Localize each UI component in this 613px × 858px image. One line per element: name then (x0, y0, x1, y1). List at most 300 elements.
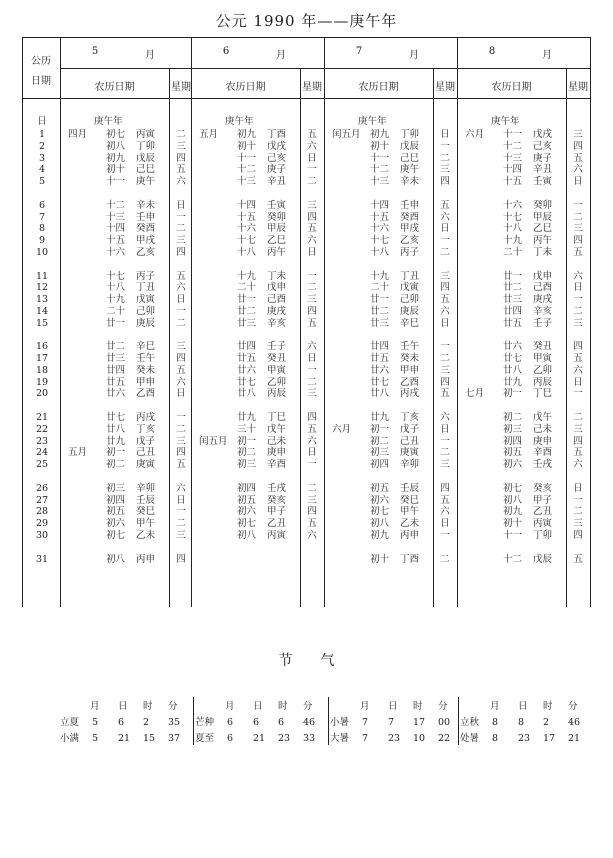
ganzhi: 戊午 (533, 412, 553, 423)
ganzhi: 辛酉 (267, 459, 287, 470)
weekday: 一 (176, 506, 186, 518)
weekday: 二 (307, 176, 317, 187)
weekday: 三 (307, 294, 317, 305)
lunar-day: 十六 (370, 223, 390, 235)
ganzhi: 戊午 (267, 423, 287, 435)
lunar-day: 十七 (237, 235, 257, 246)
lunar-day: 廿六 (106, 388, 126, 400)
header-xingqi: 星期 (435, 82, 455, 93)
ganzhi: 戊子 (400, 423, 420, 435)
weekday: 日 (176, 494, 186, 506)
ganzhi: 庚午 (400, 164, 420, 176)
ganzhi: 戊申 (533, 270, 553, 282)
jieqi-day: 23 (518, 733, 531, 744)
ganzhi: 戊辰 (400, 140, 420, 152)
weekday: 五 (176, 270, 186, 282)
weekday: 一 (307, 164, 317, 176)
table-col-rule (191, 37, 192, 607)
header-xingqi: 星期 (171, 82, 191, 93)
lunar-day: 廿四 (370, 341, 390, 353)
weekday: 四 (307, 211, 317, 223)
jieqi-day: 6 (253, 717, 260, 728)
weekday: 二 (176, 129, 186, 140)
weekday: 二 (573, 305, 583, 317)
lunar-month-label: 闰五月 (332, 129, 361, 140)
jieqi-name: 大暑 (330, 733, 350, 744)
ganzhi: 乙未 (400, 518, 420, 529)
ganzhi: 庚午 (136, 176, 156, 187)
weekday: 三 (440, 459, 450, 470)
lunar-day: 初三 (370, 447, 390, 459)
weekday: 日 (573, 282, 583, 294)
ganzhi: 己未 (533, 423, 553, 435)
jieqi-header: 分 (568, 701, 578, 712)
weekday: 三 (440, 164, 450, 176)
day-number: 13 (35, 294, 49, 305)
weekday: 三 (176, 435, 186, 447)
day-number: 22 (35, 423, 49, 435)
lunar-day: 廿六 (503, 341, 523, 353)
weekday: 五 (440, 494, 450, 506)
ganzhi: 甲申 (136, 376, 156, 388)
weekday: 二 (573, 211, 583, 223)
lunar-day: 廿三 (370, 317, 390, 329)
lunar-day: 十一 (370, 152, 390, 164)
ganzhi: 丙申 (400, 529, 420, 541)
jieqi-title: 节气 (278, 653, 363, 669)
lunar-day: 十五 (503, 176, 523, 187)
jieqi-minute: 46 (568, 717, 581, 728)
lunar-month-label: 五月 (199, 129, 219, 140)
jieqi-month: 7 (362, 717, 369, 728)
ganzhi: 戊申 (267, 282, 287, 294)
weekday: 五 (307, 223, 317, 235)
day-number: 21 (35, 412, 49, 423)
ganzhi: 甲辰 (267, 223, 287, 235)
table-header-rule (22, 98, 590, 99)
lunar-month-label: 七月 (465, 388, 485, 400)
weekday: 六 (176, 482, 186, 494)
jieqi-hour: 23 (278, 733, 291, 744)
lunar-day: 十二 (503, 140, 523, 152)
weekday: 五 (573, 353, 583, 364)
lunar-day: 初二 (106, 459, 126, 470)
weekday: 四 (573, 341, 583, 353)
lunar-day: 初三 (237, 459, 257, 470)
jieqi-header: 分 (168, 701, 178, 712)
lunar-day: 十八 (503, 223, 523, 235)
ganzhi: 己巳 (400, 152, 420, 164)
ganzhi: 庚寅 (136, 459, 156, 470)
jieqi-header: 月 (90, 701, 100, 712)
lunar-day: 廿一 (370, 294, 390, 305)
weekday: 四 (307, 412, 317, 423)
lunar-day: 三十 (237, 423, 257, 435)
page-title: 公元 1990 年——庚午年 (215, 12, 398, 30)
ganzhi: 丁未 (533, 246, 553, 258)
weekday: 四 (440, 176, 450, 187)
lunar-day: 初九 (106, 152, 126, 164)
weekday: 日 (440, 423, 450, 435)
ganzhi: 辛卯 (136, 482, 156, 494)
jieqi-hour: 2 (143, 717, 150, 728)
lunar-day: 初七 (370, 506, 390, 518)
lunar-day: 十六 (503, 199, 523, 211)
day-number: 26 (35, 482, 49, 494)
header-riqi: 日期 (31, 76, 51, 87)
jieqi-header: 时 (278, 701, 288, 712)
ganzhi: 丙寅 (267, 529, 287, 541)
weekday: 二 (307, 482, 317, 494)
ganzhi: 壬申 (136, 211, 156, 223)
lunar-day: 十三 (237, 176, 257, 187)
weekday: 五 (573, 246, 583, 258)
ganzhi: 丁巳 (267, 412, 287, 423)
ganzhi: 丙午 (533, 235, 553, 246)
lunar-day: 十七 (370, 235, 390, 246)
year-label: 庚午年 (491, 116, 520, 127)
lunar-month-label: 六月 (465, 129, 485, 140)
ganzhi: 丙午 (267, 246, 287, 258)
weekday: 三 (307, 494, 317, 506)
weekday: 四 (176, 152, 186, 164)
ganzhi: 戊辰 (533, 553, 553, 565)
month-number: 8 (488, 46, 496, 57)
lunar-day: 十六 (106, 246, 126, 258)
ganzhi: 丙子 (136, 270, 156, 282)
day-number: 8 (38, 223, 46, 235)
ganzhi: 癸巳 (136, 506, 156, 518)
day-number: 25 (35, 459, 49, 470)
lunar-day: 廿三 (237, 317, 257, 329)
jieqi-header: 分 (303, 701, 313, 712)
lunar-day: 十二 (503, 553, 523, 565)
weekday: 一 (440, 235, 450, 246)
jieqi-hour: 6 (278, 717, 285, 728)
weekday: 一 (440, 140, 450, 152)
weekday: 三 (573, 129, 583, 140)
ganzhi: 丁丑 (400, 270, 420, 282)
lunar-day: 初一 (106, 447, 126, 459)
ganzhi: 丁卯 (136, 140, 156, 152)
lunar-day: 廿五 (106, 376, 126, 388)
ganzhi: 癸酉 (400, 211, 420, 223)
lunar-day: 廿七 (503, 353, 523, 364)
jieqi-header: 月 (490, 701, 500, 712)
lunar-day: 二十 (370, 282, 390, 294)
jieqi-hour: 2 (543, 717, 550, 728)
weekday: 一 (573, 294, 583, 305)
day-number: 31 (35, 553, 49, 565)
jieqi-minute: 46 (303, 717, 316, 728)
lunar-day: 十五 (237, 211, 257, 223)
ganzhi: 癸未 (400, 353, 420, 364)
jieqi-name: 芒种 (195, 717, 215, 728)
weekday: 五 (440, 294, 450, 305)
header-xingqi: 星期 (302, 82, 322, 93)
ganzhi: 丙辰 (533, 376, 553, 388)
jieqi-month: 6 (227, 717, 234, 728)
ganzhi: 戊寅 (400, 282, 420, 294)
lunar-day: 初六 (503, 459, 523, 470)
month-label: 月 (145, 50, 155, 61)
year-label: 庚午年 (225, 116, 254, 127)
weekday: 三 (440, 364, 450, 376)
lunar-day: 廿五 (370, 353, 390, 364)
month-header-rule (191, 68, 324, 69)
jieqi-header: 日 (118, 701, 128, 712)
ganzhi: 癸卯 (533, 199, 553, 211)
lunar-day: 廿三 (106, 353, 126, 364)
ganzhi: 乙丑 (267, 518, 287, 529)
jieqi-minute: 35 (168, 717, 181, 728)
month-label: 月 (276, 50, 286, 61)
table-col-rule (590, 37, 591, 607)
weekday: 五 (573, 553, 583, 565)
jieqi-minute: 22 (438, 733, 451, 744)
jieqi-header: 日 (518, 701, 528, 712)
lunar-day: 初九 (503, 506, 523, 518)
lunar-day: 初四 (503, 435, 523, 447)
ganzhi: 壬申 (400, 199, 420, 211)
lunar-day: 廿九 (370, 412, 390, 423)
lunar-day: 初六 (106, 518, 126, 529)
day-number: 30 (35, 529, 49, 541)
ganzhi: 庚戌 (267, 305, 287, 317)
lunar-day: 初五 (106, 506, 126, 518)
weekday: 日 (176, 294, 186, 305)
lunar-day: 十三 (370, 176, 390, 187)
lunar-day: 廿七 (237, 376, 257, 388)
weekday: 六 (573, 459, 583, 470)
ganzhi: 辛亥 (267, 317, 287, 329)
ganzhi: 癸亥 (533, 482, 553, 494)
weekday: 二 (176, 423, 186, 435)
lunar-day: 廿四 (106, 364, 126, 376)
weekday: 二 (176, 317, 186, 329)
day-number: 20 (35, 388, 49, 400)
ganzhi: 己丑 (400, 435, 420, 447)
weekday: 五 (307, 518, 317, 529)
ganzhi: 壬午 (136, 353, 156, 364)
jieqi-col-rule (458, 697, 459, 745)
jieqi-hour: 17 (543, 733, 556, 744)
lunar-day: 二十 (106, 305, 126, 317)
lunar-day: 廿四 (503, 305, 523, 317)
weekday: 一 (440, 435, 450, 447)
day-number: 18 (35, 364, 49, 376)
jieqi-day: 21 (253, 733, 266, 744)
lunar-day: 初八 (237, 529, 257, 541)
ganzhi: 丁卯 (400, 129, 420, 140)
lunar-day: 廿五 (503, 317, 523, 329)
weekday: 一 (440, 341, 450, 353)
ganzhi: 丙戌 (400, 388, 420, 400)
jieqi-name: 小暑 (330, 717, 350, 728)
ganzhi: 己亥 (267, 152, 287, 164)
lunar-day: 初一 (370, 423, 390, 435)
weekday: 四 (573, 529, 583, 541)
weekday: 六 (176, 376, 186, 388)
ganzhi: 辛未 (136, 199, 156, 211)
ganzhi: 丙寅 (533, 518, 553, 529)
weekday: 四 (176, 246, 186, 258)
ganzhi: 丁未 (267, 270, 287, 282)
jieqi-header: 日 (388, 701, 398, 712)
lunar-day: 二十 (237, 282, 257, 294)
lunar-day: 初三 (106, 482, 126, 494)
jieqi-month: 8 (492, 717, 499, 728)
lunar-day: 十七 (503, 211, 523, 223)
lunar-day: 十五 (370, 211, 390, 223)
lunar-day: 廿一 (237, 294, 257, 305)
month-label: 月 (409, 50, 419, 61)
jieqi-minute: 33 (303, 733, 316, 744)
lunar-day: 初九 (370, 129, 390, 140)
weekday: 五 (176, 459, 186, 470)
lunar-day: 廿八 (237, 388, 257, 400)
jieqi-month: 5 (92, 733, 99, 744)
weekday: 四 (307, 506, 317, 518)
weekday: 六 (176, 176, 186, 187)
jieqi-col-rule (193, 697, 194, 745)
jieqi-month: 7 (362, 733, 369, 744)
lunar-day: 十四 (503, 164, 523, 176)
header-nongli-riqi: 农历日期 (358, 82, 399, 93)
ganzhi: 庚子 (267, 164, 287, 176)
month-number: 5 (91, 46, 99, 57)
ganzhi: 乙亥 (136, 246, 156, 258)
ganzhi: 甲子 (267, 506, 287, 518)
weekday: 二 (440, 353, 450, 364)
jieqi-header: 时 (413, 701, 423, 712)
lunar-day: 廿一 (106, 317, 126, 329)
weekday: 二 (307, 376, 317, 388)
month-number: 6 (222, 46, 230, 57)
header-gongli: 公历 (31, 56, 51, 67)
ganzhi: 庚寅 (400, 447, 420, 459)
weekday: 四 (176, 447, 186, 459)
week-col-rule (566, 68, 567, 607)
ganzhi: 己巳 (136, 164, 156, 176)
day-number: 15 (35, 317, 49, 329)
weekday: 日 (307, 246, 317, 258)
lunar-day: 廿九 (237, 412, 257, 423)
weekday: 六 (176, 282, 186, 294)
lunar-day: 初三 (503, 423, 523, 435)
ganzhi: 丙寅 (136, 129, 156, 140)
ganzhi: 乙未 (136, 529, 156, 541)
lunar-day: 初六 (237, 506, 257, 518)
table-col-rule (457, 37, 458, 607)
weekday: 日 (440, 223, 450, 235)
header-nongli-riqi: 农历日期 (491, 82, 532, 93)
day-number: 28 (35, 506, 49, 518)
weekday: 四 (440, 376, 450, 388)
lunar-day: 初七 (106, 529, 126, 541)
lunar-day: 初四 (237, 482, 257, 494)
ganzhi: 辛丑 (267, 176, 287, 187)
weekday: 三 (176, 140, 186, 152)
day-number: 17 (35, 353, 49, 364)
ganzhi: 戊戌 (533, 129, 553, 140)
lunar-day: 十三 (503, 152, 523, 164)
weekday: 日 (176, 388, 186, 400)
ganzhi: 辛亥 (533, 305, 553, 317)
ganzhi: 壬寅 (533, 176, 553, 187)
week-col-rule (300, 68, 301, 607)
lunar-day: 十一 (503, 129, 523, 140)
lunar-day: 十五 (106, 235, 126, 246)
weekday: 六 (573, 270, 583, 282)
ganzhi: 辛丑 (533, 164, 553, 176)
weekday: 日 (307, 152, 317, 164)
ganzhi: 戊子 (136, 435, 156, 447)
ganzhi: 己酉 (267, 294, 287, 305)
weekday: 一 (307, 270, 317, 282)
weekday: 三 (573, 423, 583, 435)
ganzhi: 丙申 (136, 553, 156, 565)
lunar-day: 初二 (370, 435, 390, 447)
weekday: 五 (573, 447, 583, 459)
lunar-day: 十四 (237, 199, 257, 211)
lunar-day: 廿二 (106, 341, 126, 353)
jieqi-name: 夏至 (195, 733, 215, 744)
ganzhi: 己卯 (400, 294, 420, 305)
day-number: 2 (38, 140, 46, 152)
table-col-rule (324, 37, 325, 607)
month-header-rule (324, 68, 457, 69)
weekday: 四 (573, 235, 583, 246)
lunar-day: 初七 (503, 482, 523, 494)
lunar-day: 十一 (237, 152, 257, 164)
day-number: 12 (35, 282, 49, 294)
jieqi-month: 5 (92, 717, 99, 728)
ganzhi: 庚辰 (400, 305, 420, 317)
weekday: 二 (573, 412, 583, 423)
lunar-day: 十六 (237, 223, 257, 235)
ganzhi: 壬辰 (400, 482, 420, 494)
jieqi-minute: 00 (438, 717, 451, 728)
lunar-day: 廿二 (503, 282, 523, 294)
day-number: 19 (35, 376, 49, 388)
header-nongli-riqi: 农历日期 (225, 82, 266, 93)
jieqi-header: 时 (143, 701, 153, 712)
weekday: 日 (440, 317, 450, 329)
weekday: 四 (176, 353, 186, 364)
ganzhi: 丁酉 (267, 129, 287, 140)
lunar-month-label: 五月 (68, 447, 88, 459)
ganzhi: 辛酉 (533, 447, 553, 459)
lunar-month-label: 六月 (332, 423, 352, 435)
weekday: 四 (573, 435, 583, 447)
lunar-day: 十九 (237, 270, 257, 282)
year-label: 庚午年 (358, 116, 387, 127)
jieqi-col-rule (328, 697, 329, 745)
weekday: 日 (176, 199, 186, 211)
jieqi-hour: 15 (143, 733, 156, 744)
weekday: 三 (573, 317, 583, 329)
lunar-day: 廿二 (237, 305, 257, 317)
weekday: 三 (440, 270, 450, 282)
lunar-day: 初五 (370, 482, 390, 494)
jieqi-month: 8 (492, 733, 499, 744)
day-number: 24 (35, 447, 49, 459)
weekday: 五 (307, 423, 317, 435)
ganzhi: 壬子 (533, 317, 553, 329)
weekday: 日 (440, 129, 450, 140)
weekday: 二 (440, 246, 450, 258)
